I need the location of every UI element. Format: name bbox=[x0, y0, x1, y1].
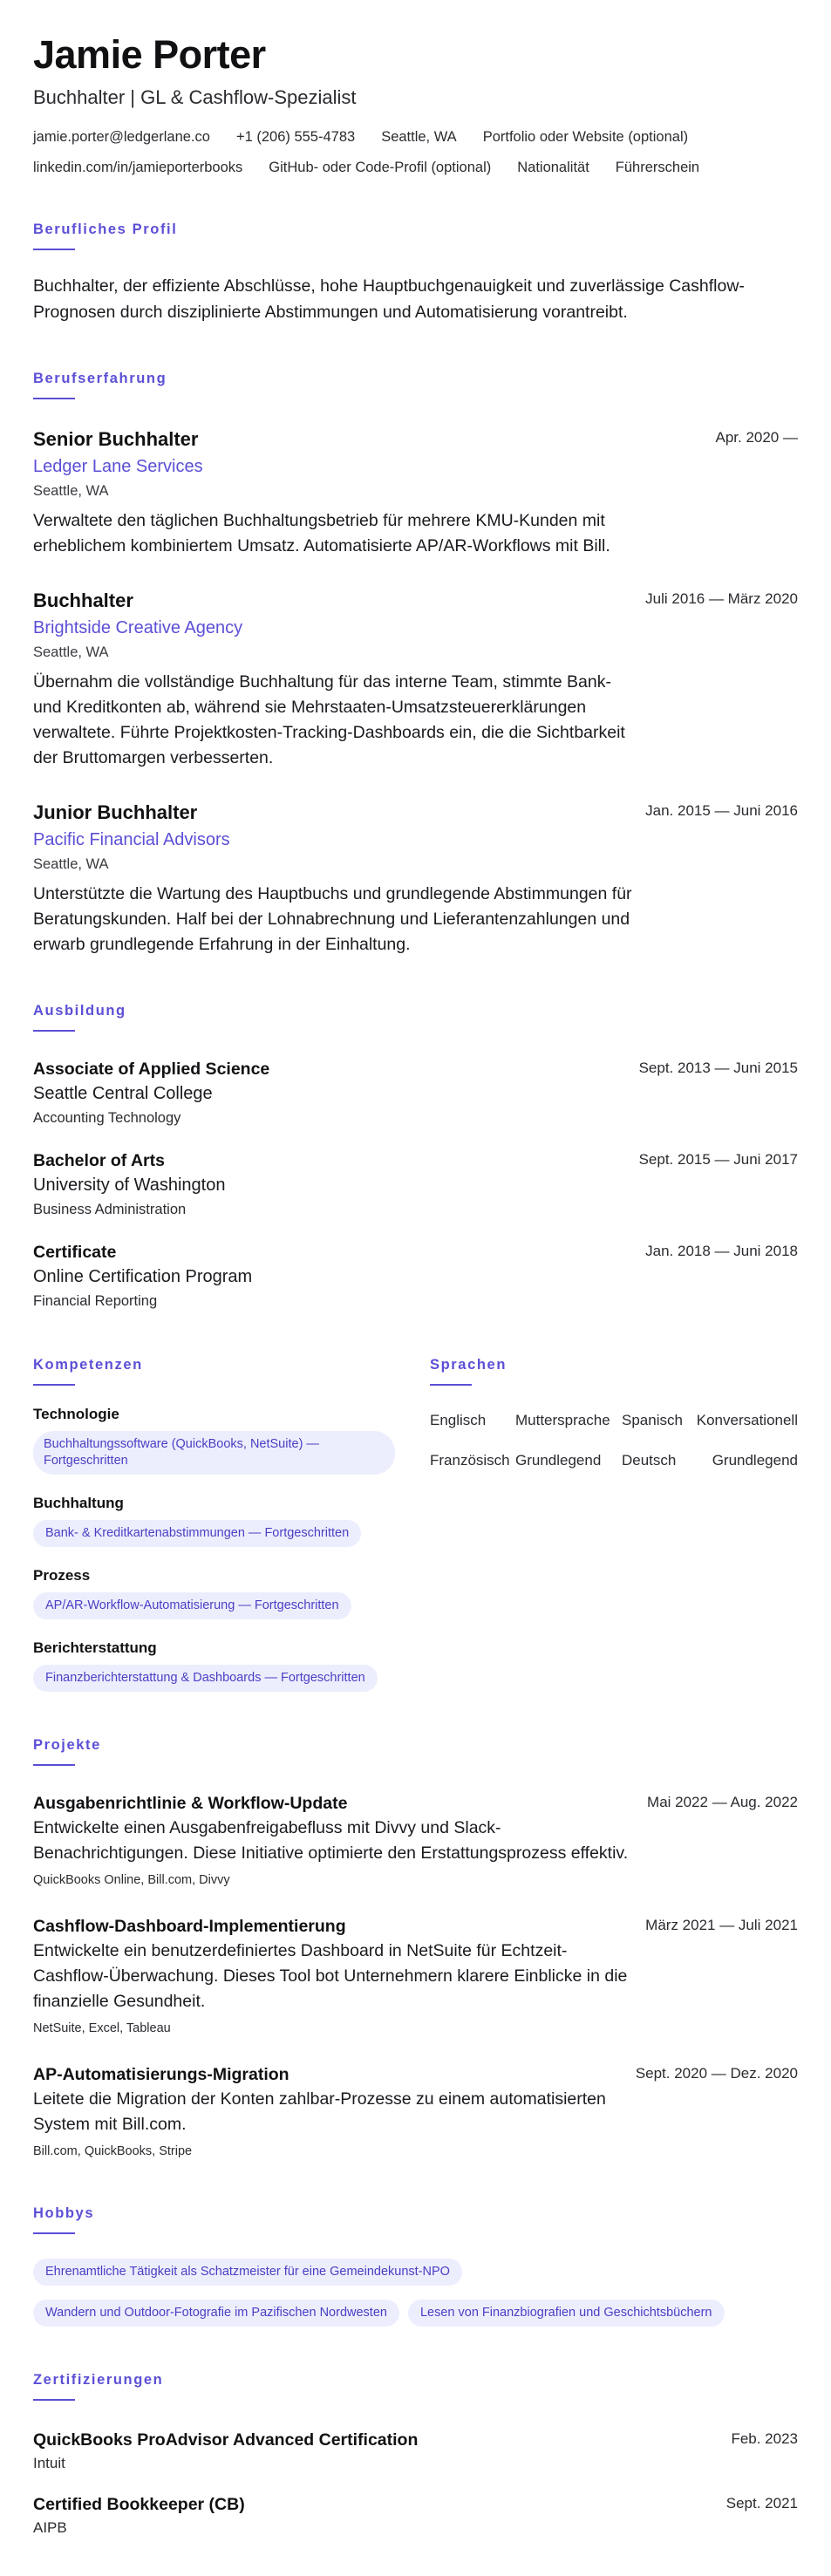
job-description: Übernahm die vollständige Buchhaltung für das interne Team, stimmte Bank- und Kreditkonten ab, während sie Mehrstaaten-Umsatzsteuererklärungen verwaltete. Führte Projektkosten-Tracking-Dashboards ein, die die Sichtbarkeit der Bruttomargen verbesserten. bbox=[33, 672, 625, 767]
language-name: Spanisch bbox=[622, 1412, 683, 1428]
education-degree: Associate of Applied Science bbox=[33, 1060, 270, 1079]
project-entry bbox=[33, 1792, 798, 1889]
section-divider bbox=[33, 2399, 75, 2401]
skill-category: Technologie bbox=[33, 1406, 119, 1422]
skill-tag: Bank- & Kreditkartenabstimmungen — Fortgeschritten bbox=[33, 1520, 361, 1547]
project-name: Ausgabenrichtlinie & Workflow-Update bbox=[33, 1794, 348, 1813]
job-dates: Juli 2016 — März 2020 bbox=[645, 590, 798, 607]
project-name: Cashflow-Dashboard-Implementierung bbox=[33, 1917, 346, 1936]
contact-portfolio[interactable]: Portfolio oder Website (optional) bbox=[482, 129, 689, 145]
hobby-tag: Ehrenamtliche Tätigkeit als Schatzmeister für eine Gemeindekunst-NPO bbox=[33, 2259, 462, 2286]
job-company: Brightside Creative Agency bbox=[33, 618, 243, 637]
project-description: Entwickelte ein benutzerdefiniertes Dashboard in NetSuite für Echtzeit-Cashflow-Überwachung. Dieses Tool bot Unternehmern klarere Einblicke in die finanzielle Gesundheit. bbox=[33, 1941, 628, 2011]
language-name: Deutsch bbox=[622, 1452, 677, 1469]
language-name: Französisch bbox=[430, 1452, 510, 1469]
contact-email[interactable]: jamie.porter@ledgerlane.co bbox=[33, 129, 210, 145]
certification-issuer: Intuit bbox=[33, 2455, 65, 2471]
skill-group bbox=[33, 1494, 395, 1547]
certifications-section bbox=[33, 2372, 798, 2539]
job-location: Seattle, WA bbox=[33, 644, 109, 660]
job-entry bbox=[33, 801, 798, 957]
education-field: Accounting Technology bbox=[33, 1110, 181, 1126]
hobby-tag: Lesen von Finanzbiografien und Geschichtsbüchern bbox=[408, 2300, 725, 2327]
education-dates: Sept. 2015 — Juni 2017 bbox=[638, 1151, 798, 1168]
hobbies-section bbox=[33, 2205, 798, 2327]
project-technologies: NetSuite, Excel, Tableau bbox=[33, 2021, 171, 2035]
certification-list bbox=[33, 2429, 798, 2539]
section-title-profile: Berufliches Profil bbox=[33, 221, 178, 237]
skill-category: Prozess bbox=[33, 1567, 91, 1584]
contact-list bbox=[33, 129, 783, 176]
skill-group bbox=[33, 1639, 395, 1692]
project-entry bbox=[33, 2063, 798, 2160]
section-title-skills: Kompetenzen bbox=[33, 1357, 143, 1373]
project-dates: Sept. 2020 — Dez. 2020 bbox=[635, 2065, 798, 2082]
skill-tag: Buchhaltungssoftware (QuickBooks, NetSuite) — Fortgeschritten bbox=[33, 1431, 395, 1475]
section-title-experience: Berufserfahrung bbox=[33, 371, 167, 386]
contact-nationality: Nationalität bbox=[517, 160, 589, 175]
education-field: Business Administration bbox=[33, 1202, 187, 1217]
language-name: Englisch bbox=[430, 1412, 487, 1428]
contact-linkedin[interactable]: linkedin.com/in/jamieporterbooks bbox=[33, 160, 243, 175]
job-description: Unterstützte die Wartung des Hauptbuchs und grundlegende Abstimmungen für Beratungskunden. Half bei der Lohnabrechnung und Lieferantenzahlungen und erwarb grundlegende Erfahrung in der Einhaltung. bbox=[33, 884, 632, 954]
skill-category: Buchhaltung bbox=[33, 1495, 124, 1511]
contact-location: Seattle, WA bbox=[381, 129, 457, 145]
job-entry bbox=[33, 589, 798, 771]
hobby-list bbox=[33, 2252, 798, 2327]
education-entry bbox=[33, 1058, 798, 1128]
language-level: Konversationell bbox=[696, 1412, 798, 1428]
language-level: Muttersprache bbox=[515, 1412, 610, 1428]
education-list bbox=[33, 1058, 798, 1312]
projects-section bbox=[33, 1737, 798, 2160]
project-technologies: Bill.com, QuickBooks, Stripe bbox=[33, 2144, 193, 2158]
language-list bbox=[430, 1412, 798, 1469]
language-level: Grundlegend bbox=[712, 1452, 798, 1469]
education-degree: Certificate bbox=[33, 1243, 117, 1262]
skills-languages-row bbox=[33, 1357, 798, 1692]
project-dates: März 2021 — Juli 2021 bbox=[645, 1917, 798, 1933]
certification-entry bbox=[33, 2429, 798, 2474]
education-field: Financial Reporting bbox=[33, 1293, 158, 1309]
skill-tag: AP/AR-Workflow-Automatisierung — Fortgeschritten bbox=[33, 1592, 351, 1619]
section-divider bbox=[33, 1384, 75, 1386]
job-company: Ledger Lane Services bbox=[33, 457, 203, 476]
certification-entry bbox=[33, 2493, 798, 2539]
candidate-name: Jamie Porter bbox=[33, 32, 266, 77]
education-entry bbox=[33, 1241, 798, 1312]
education-dates: Sept. 2013 — Juni 2015 bbox=[638, 1060, 798, 1076]
section-divider bbox=[33, 1764, 75, 1766]
contact-github[interactable]: GitHub- oder Code-Profil (optional) bbox=[269, 160, 492, 175]
contact-phone[interactable]: +1 (206) 555-4783 bbox=[235, 129, 356, 145]
project-description: Leitete die Migration der Konten zahlbar-Prozesse zu einem automatisierten System mit Bill.com. bbox=[33, 2089, 606, 2134]
contact-drivers-license: Führerschein bbox=[615, 160, 700, 175]
section-title-education: Ausbildung bbox=[33, 1003, 126, 1019]
job-company: Pacific Financial Advisors bbox=[33, 830, 230, 849]
skill-group bbox=[33, 1566, 395, 1619]
skill-group bbox=[33, 1405, 395, 1475]
resume-header bbox=[33, 33, 798, 176]
job-description: Verwaltete den täglichen Buchhaltungsbetrieb für mehrere KMU-Kunden mit erheblichem kombiniertem Umsatz. Automatisierte AP/AR-Workflows mit Bill. bbox=[33, 511, 610, 555]
languages-section bbox=[430, 1357, 798, 1692]
section-divider bbox=[33, 2232, 75, 2234]
education-dates: Jan. 2018 — Juni 2018 bbox=[645, 1243, 798, 1259]
candidate-headline: Buchhalter | GL & Cashflow-Spezialist bbox=[33, 86, 357, 108]
certification-date: Sept. 2021 bbox=[725, 2495, 798, 2511]
job-title: Buchhalter bbox=[33, 589, 133, 611]
section-title-languages: Sprachen bbox=[430, 1357, 507, 1373]
project-list bbox=[33, 1792, 798, 2160]
education-entry bbox=[33, 1149, 798, 1220]
language-level: Grundlegend bbox=[515, 1452, 602, 1469]
section-divider bbox=[33, 1030, 75, 1032]
education-degree: Bachelor of Arts bbox=[33, 1151, 165, 1170]
profile-summary: Buchhalter, der effiziente Abschlüsse, hohe Hauptbuchgenauigkeit und zuverlässige Cashflow-Prognosen durch disziplinierte Abstimmungen und Automatisierung vorantreibt. bbox=[33, 276, 745, 322]
section-divider bbox=[430, 1384, 472, 1386]
section-title-certifications: Zertifizierungen bbox=[33, 2372, 164, 2388]
project-dates: Mai 2022 — Aug. 2022 bbox=[647, 1794, 798, 1810]
job-entry bbox=[33, 427, 798, 559]
job-location: Seattle, WA bbox=[33, 856, 109, 872]
certification-name: QuickBooks ProAdvisor Advanced Certification bbox=[33, 2430, 419, 2450]
education-school: University of Washington bbox=[33, 1176, 226, 1195]
project-technologies: QuickBooks Online, Bill.com, Divvy bbox=[33, 1873, 230, 1887]
certification-issuer: AIPB bbox=[33, 2519, 67, 2536]
job-location: Seattle, WA bbox=[33, 483, 109, 499]
section-title-projects: Projekte bbox=[33, 1737, 101, 1753]
job-list bbox=[33, 427, 798, 957]
job-title: Junior Buchhalter bbox=[33, 801, 198, 823]
section-divider bbox=[33, 398, 75, 399]
section-divider bbox=[33, 249, 75, 250]
education-school: Seattle Central College bbox=[33, 1084, 213, 1103]
job-dates: Jan. 2015 — Juni 2016 bbox=[645, 802, 798, 819]
project-name: AP-Automatisierungs-Migration bbox=[33, 2065, 289, 2084]
project-description: Entwickelte einen Ausgabenfreigabefluss mit Divvy und Slack-Benachrichtigungen. Diese Initiative optimierte den Erstattungsprozess effektiv. bbox=[33, 1818, 629, 1863]
certification-date: Feb. 2023 bbox=[731, 2430, 798, 2447]
section-title-hobbies: Hobbys bbox=[33, 2205, 95, 2221]
education-section bbox=[33, 1003, 798, 1312]
job-title: Senior Buchhalter bbox=[33, 428, 199, 450]
project-entry bbox=[33, 1915, 798, 2037]
skill-tag: Finanzberichterstattung & Dashboards — Fortgeschritten bbox=[33, 1665, 378, 1692]
hobby-tag: Wandern und Outdoor-Fotografie im Pazifischen Nordwesten bbox=[33, 2300, 399, 2327]
skill-category: Berichterstattung bbox=[33, 1639, 157, 1656]
experience-section bbox=[33, 371, 798, 957]
certification-name: Certified Bookkeeper (CB) bbox=[33, 2495, 245, 2514]
profile-section bbox=[33, 221, 798, 325]
education-school: Online Certification Program bbox=[33, 1267, 253, 1286]
skills-section bbox=[33, 1357, 395, 1692]
job-dates: Apr. 2020 — bbox=[715, 429, 798, 446]
